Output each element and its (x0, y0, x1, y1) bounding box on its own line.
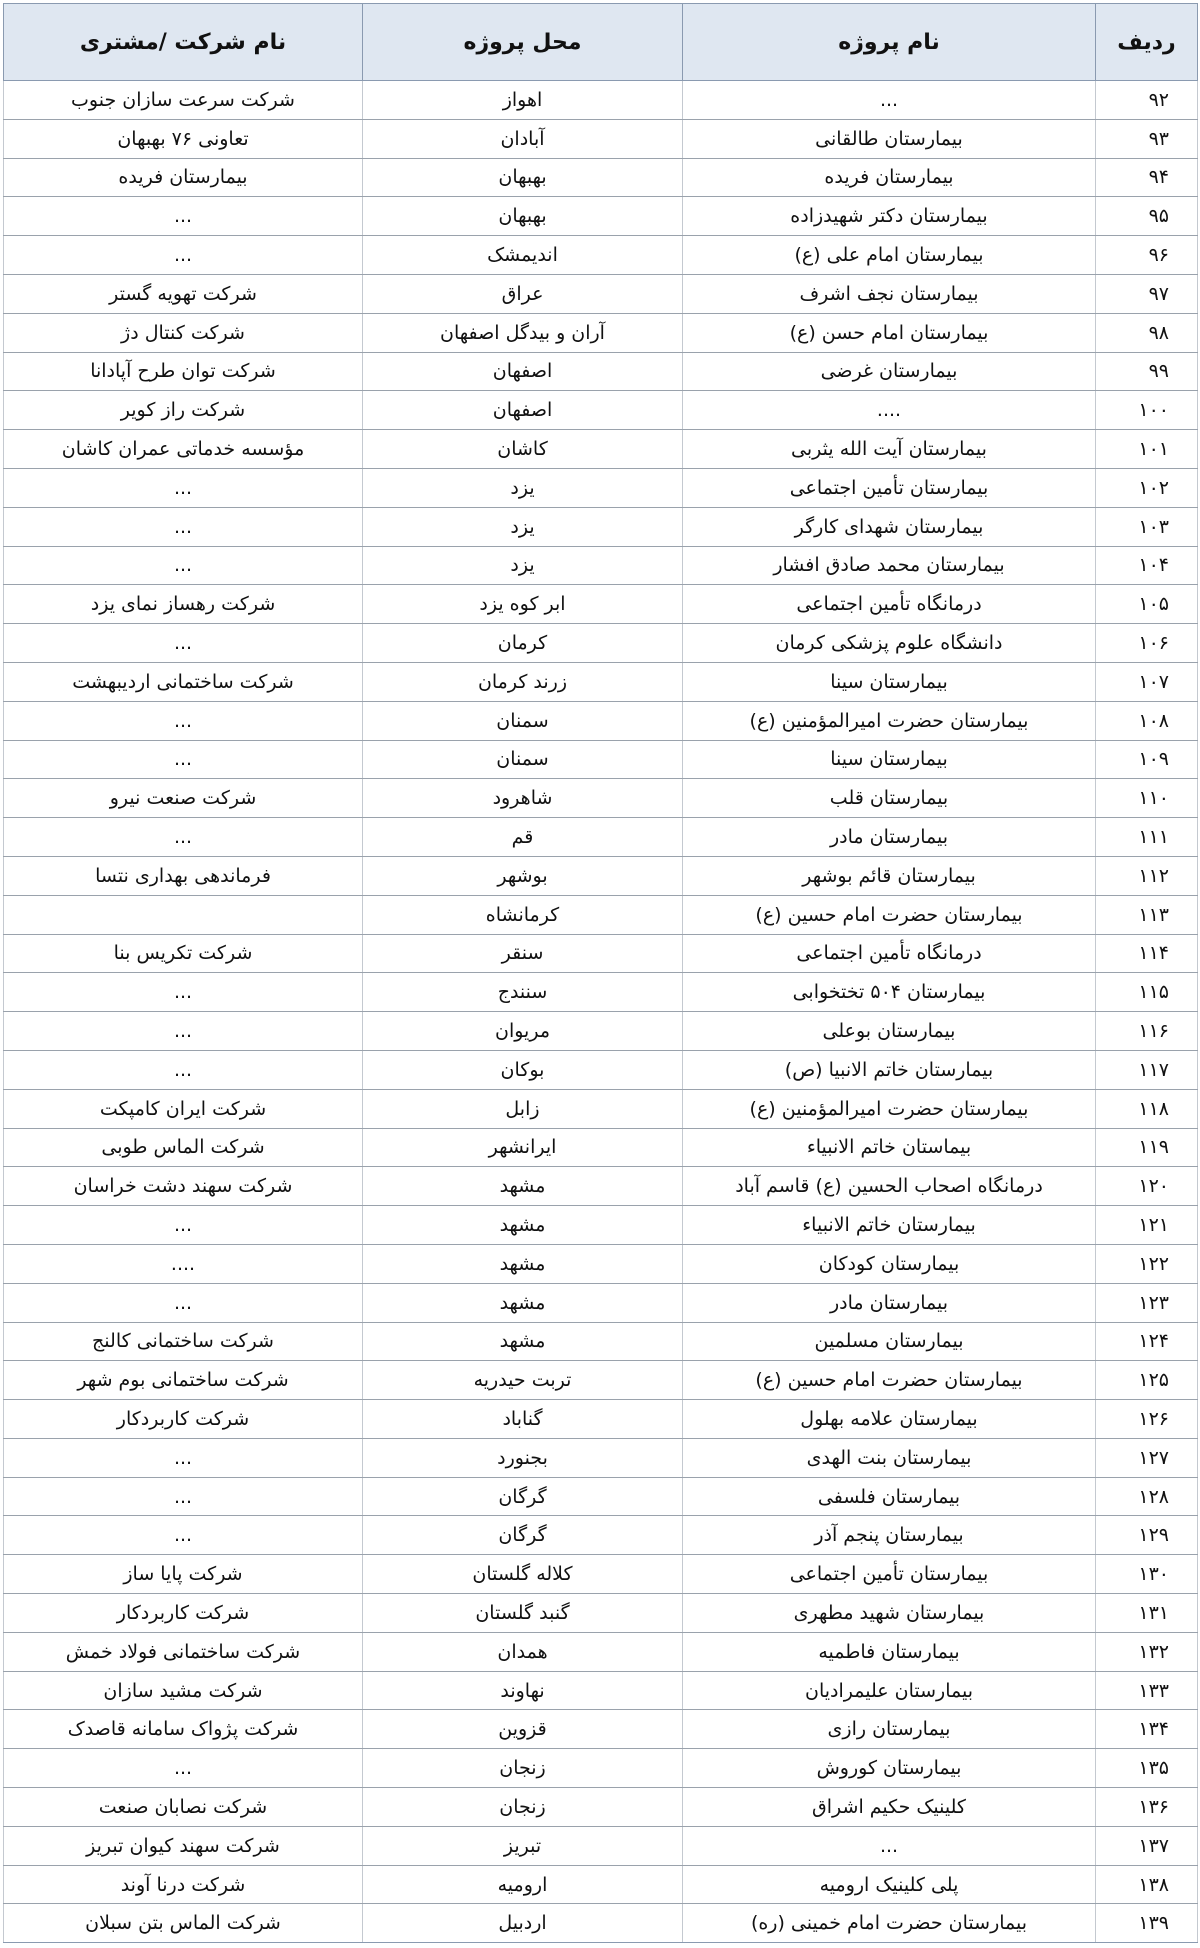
cell-project-location: یزد (363, 468, 683, 507)
cell-project-location: ارومیه (363, 1865, 683, 1904)
cell-row-number: ۱۲۰ (1096, 1167, 1198, 1206)
table-row (4, 507, 1198, 546)
cell-client-name: ... (4, 818, 363, 857)
cell-project-location: سمنان (363, 740, 683, 779)
cell-row-number: ۱۱۱ (1096, 818, 1198, 857)
cell-project-location: بوکان (363, 1050, 683, 1089)
cell-project-location: بهبهان (363, 158, 683, 197)
header-project-location: محل پروژه (363, 4, 683, 81)
cell-row-number: ۱۳۳ (1096, 1671, 1198, 1710)
cell-project-name: بیمارستان فاطمیه (683, 1632, 1096, 1671)
cell-row-number: ۱۱۸ (1096, 1089, 1198, 1128)
cell-row-number: ۱۲۳ (1096, 1283, 1198, 1322)
cell-client-name: ... (4, 546, 363, 585)
cell-project-name: بیمارستان پنجم آذر (683, 1516, 1096, 1555)
cell-client-name: ... (4, 1206, 363, 1245)
cell-row-number: ۱۳۶ (1096, 1788, 1198, 1827)
cell-project-location: قزوین (363, 1710, 683, 1749)
cell-project-name: بیمارستان فریده (683, 158, 1096, 197)
cell-client-name: بیمارستان فریده (4, 158, 363, 197)
cell-project-location: یزد (363, 507, 683, 546)
table-row (4, 119, 1198, 158)
table-row (4, 856, 1198, 895)
header-project-name: نام پروژه (683, 4, 1096, 81)
cell-project-location: بوشهر (363, 856, 683, 895)
cell-project-location: ایرانشهر (363, 1128, 683, 1167)
table-row (4, 1516, 1198, 1555)
table-row (4, 1012, 1198, 1051)
cell-client-name: شرکت سرعت سازان جنوب (4, 81, 363, 120)
cell-row-number: ۱۰۶ (1096, 624, 1198, 663)
cell-client-name: ... (4, 1749, 363, 1788)
cell-client-name: شرکت الماس بتن سبلان (4, 1904, 363, 1943)
cell-row-number: ۱۲۸ (1096, 1477, 1198, 1516)
cell-client-name: شرکت درنا آوند (4, 1865, 363, 1904)
cell-project-name: .... (683, 391, 1096, 430)
cell-client-name: شرکت کنتال دژ (4, 313, 363, 352)
cell-project-name: بیمارستان ۵۰۴ تختخوابی (683, 973, 1096, 1012)
cell-project-location: همدان (363, 1632, 683, 1671)
cell-row-number: ۱۱۴ (1096, 934, 1198, 973)
cell-project-name: بیمارستان طالقانی (683, 119, 1096, 158)
cell-project-name: بیمارستان قلب (683, 779, 1096, 818)
cell-client-name: شرکت کاربردکار (4, 1400, 363, 1439)
cell-project-location: مشهد (363, 1283, 683, 1322)
cell-project-name: بیمارستان بنت الهدی (683, 1438, 1096, 1477)
cell-client-name: شرکت ساختمانی فولاد خمش (4, 1632, 363, 1671)
cell-project-name: بیمارستان امام حسن (ع) (683, 313, 1096, 352)
cell-project-name: بیمارستان نجف اشرف (683, 274, 1096, 313)
table-row (4, 1322, 1198, 1361)
table-row (4, 1050, 1198, 1089)
cell-project-location: نهاوند (363, 1671, 683, 1710)
cell-client-name (4, 895, 363, 934)
cell-client-name: شرکت پایا ساز (4, 1555, 363, 1594)
cell-project-location: آبادان (363, 119, 683, 158)
cell-project-name: بیمارستان خاتم الانبیاء (683, 1206, 1096, 1245)
cell-client-name: شرکت ساختمانی اردیبهشت (4, 662, 363, 701)
table-row (4, 1400, 1198, 1439)
cell-project-name: بیمارستان مسلمین (683, 1322, 1096, 1361)
cell-project-name: بیمارستان علامه بهلول (683, 1400, 1096, 1439)
table-row (4, 1710, 1198, 1749)
cell-client-name: شرکت الماس طوبی (4, 1128, 363, 1167)
table-row (4, 158, 1198, 197)
cell-client-name: شرکت تهویه گستر (4, 274, 363, 313)
cell-client-name: شرکت راز کویر (4, 391, 363, 430)
cell-client-name: ... (4, 1050, 363, 1089)
cell-client-name: شرکت سهند دشت خراسان (4, 1167, 363, 1206)
cell-project-name: بیمارستان حضرت امیرالمؤمنین (ع) (683, 1089, 1096, 1128)
cell-project-location: زنجان (363, 1749, 683, 1788)
table-row (4, 624, 1198, 663)
cell-project-name: بیمارستان دکتر شهیدزاده (683, 197, 1096, 236)
cell-client-name: ... (4, 1477, 363, 1516)
table-row (4, 585, 1198, 624)
cell-project-name: بیمارستان بوعلی (683, 1012, 1096, 1051)
cell-project-name: بیمارستان حضرت امیرالمؤمنین (ع) (683, 701, 1096, 740)
cell-project-location: اصفهان (363, 391, 683, 430)
cell-client-name: ... (4, 1012, 363, 1051)
cell-project-name: بیمارستان محمد صادق افشار (683, 546, 1096, 585)
cell-row-number: ۹۲ (1096, 81, 1198, 120)
cell-client-name: ... (4, 1438, 363, 1477)
cell-client-name: شرکت مشید سازان (4, 1671, 363, 1710)
cell-project-location: گرگان (363, 1477, 683, 1516)
cell-client-name: ... (4, 973, 363, 1012)
cell-row-number: ۹۶ (1096, 236, 1198, 275)
table-row (4, 546, 1198, 585)
cell-client-name: ... (4, 701, 363, 740)
cell-project-name: بیمارستان حضرت امام حسین (ع) (683, 895, 1096, 934)
table-row (4, 740, 1198, 779)
cell-project-name: بیمارستان مادر (683, 1283, 1096, 1322)
cell-client-name: شرکت پژواک سامانه قاصدک (4, 1710, 363, 1749)
table-row (4, 973, 1198, 1012)
table-row (4, 1089, 1198, 1128)
table-row (4, 779, 1198, 818)
cell-client-name: ... (4, 1516, 363, 1555)
cell-row-number: ۱۱۳ (1096, 895, 1198, 934)
cell-project-location: قم (363, 818, 683, 857)
cell-row-number: ۱۱۷ (1096, 1050, 1198, 1089)
cell-project-location: کاشان (363, 430, 683, 469)
cell-client-name: ... (4, 740, 363, 779)
cell-row-number: ۱۰۴ (1096, 546, 1198, 585)
cell-project-location: سنقر (363, 934, 683, 973)
cell-client-name: فرماندهی بهداری نتسا (4, 856, 363, 895)
cell-project-location: اردبیل (363, 1904, 683, 1943)
cell-row-number: ۱۳۰ (1096, 1555, 1198, 1594)
cell-project-location: کلاله گلستان (363, 1555, 683, 1594)
table-row (4, 1594, 1198, 1633)
cell-row-number: ۱۰۲ (1096, 468, 1198, 507)
cell-project-location: سمنان (363, 701, 683, 740)
table-row (4, 701, 1198, 740)
cell-project-name: کلینیک حکیم اشراق (683, 1788, 1096, 1827)
cell-row-number: ۱۳۱ (1096, 1594, 1198, 1633)
cell-project-name: بیمارستان سینا (683, 662, 1096, 701)
cell-row-number: ۹۵ (1096, 197, 1198, 236)
cell-client-name: شرکت ساختمانی کالنج (4, 1322, 363, 1361)
table-row (4, 1244, 1198, 1283)
cell-project-location: مشهد (363, 1167, 683, 1206)
cell-client-name: .... (4, 1244, 363, 1283)
table-row (4, 197, 1198, 236)
cell-client-name: ... (4, 468, 363, 507)
cell-client-name: مؤسسه خدماتی عمران کاشان (4, 430, 363, 469)
cell-project-location: بجنورد (363, 1438, 683, 1477)
cell-row-number: ۱۲۱ (1096, 1206, 1198, 1245)
table-row (4, 1826, 1198, 1865)
cell-project-name: بیمارستان حضرت امام خمینی (ره) (683, 1904, 1096, 1943)
cell-row-number: ۱۳۴ (1096, 1710, 1198, 1749)
cell-row-number: ۱۰۳ (1096, 507, 1198, 546)
table-row (4, 430, 1198, 469)
cell-client-name: شرکت نصابان صنعت (4, 1788, 363, 1827)
cell-project-name: بیمارستان سینا (683, 740, 1096, 779)
cell-client-name: شرکت سهند کیوان تبریز (4, 1826, 363, 1865)
cell-row-number: ۱۳۸ (1096, 1865, 1198, 1904)
cell-project-name: بیمارستان تأمین اجتماعی (683, 1555, 1096, 1594)
cell-project-name: بیمارستان تأمین اجتماعی (683, 468, 1096, 507)
cell-client-name: ... (4, 236, 363, 275)
cell-client-name: ... (4, 1283, 363, 1322)
cell-row-number: ۱۲۲ (1096, 1244, 1198, 1283)
cell-row-number: ۹۴ (1096, 158, 1198, 197)
cell-project-name: درمانگاه تأمین اجتماعی (683, 934, 1096, 973)
cell-client-name: تعاونی ۷۶ بهبهان (4, 119, 363, 158)
cell-project-location: سنندج (363, 973, 683, 1012)
cell-client-name: شرکت تکریس بنا (4, 934, 363, 973)
cell-project-name: بیمارستان کوروش (683, 1749, 1096, 1788)
cell-project-location: گناباد (363, 1400, 683, 1439)
table-row (4, 1128, 1198, 1167)
cell-project-location: ابر کوه یزد (363, 585, 683, 624)
table-body (4, 81, 1198, 1943)
cell-project-location: گرگان (363, 1516, 683, 1555)
cell-project-name: بیمارستان خاتم الانبیا (ص) (683, 1050, 1096, 1089)
cell-row-number: ۱۲۵ (1096, 1361, 1198, 1400)
cell-row-number: ۱۰۱ (1096, 430, 1198, 469)
cell-project-location: اهواز (363, 81, 683, 120)
cell-row-number: ۱۰۰ (1096, 391, 1198, 430)
cell-project-name: بیمارستان غرضی (683, 352, 1096, 391)
table-row (4, 662, 1198, 701)
cell-project-location: کرمان (363, 624, 683, 663)
cell-client-name: شرکت رهساز نمای یزد (4, 585, 363, 624)
cell-project-location: آران و بیدگل اصفهان (363, 313, 683, 352)
cell-project-name: ... (683, 1826, 1096, 1865)
header-client-name: نام شرکت /مشتری (4, 4, 363, 81)
cell-project-location: بهبهان (363, 197, 683, 236)
cell-project-name: بیمارستان علیمرادیان (683, 1671, 1096, 1710)
cell-project-name: بیمارستان رازی (683, 1710, 1096, 1749)
cell-row-number: ۱۱۶ (1096, 1012, 1198, 1051)
cell-row-number: ۱۳۲ (1096, 1632, 1198, 1671)
cell-row-number: ۱۰۷ (1096, 662, 1198, 701)
table-row (4, 1167, 1198, 1206)
cell-client-name: شرکت ایران کامپکت (4, 1089, 363, 1128)
cell-project-name: بیمارستان شهید مطهری (683, 1594, 1096, 1633)
cell-row-number: ۱۱۵ (1096, 973, 1198, 1012)
cell-row-number: ۱۲۶ (1096, 1400, 1198, 1439)
table-row (4, 1749, 1198, 1788)
cell-project-location: مریوان (363, 1012, 683, 1051)
table-row (4, 818, 1198, 857)
table-row (4, 1788, 1198, 1827)
cell-project-location: کرمانشاه (363, 895, 683, 934)
cell-client-name: ... (4, 507, 363, 546)
table-row (4, 1206, 1198, 1245)
cell-row-number: ۹۳ (1096, 119, 1198, 158)
table-header (4, 4, 1198, 81)
table-row (4, 895, 1198, 934)
cell-project-name: بیماستان خاتم الانبیاء (683, 1128, 1096, 1167)
cell-row-number: ۱۱۹ (1096, 1128, 1198, 1167)
table-row (4, 468, 1198, 507)
cell-row-number: ۱۳۹ (1096, 1904, 1198, 1943)
cell-project-location: تبریز (363, 1826, 683, 1865)
cell-project-name: بیمارستان حضرت امام حسین (ع) (683, 1361, 1096, 1400)
cell-project-name: درمانگاه تأمین اجتماعی (683, 585, 1096, 624)
cell-project-name: بیمارستان آیت الله یثربی (683, 430, 1096, 469)
cell-row-number: ۱۱۰ (1096, 779, 1198, 818)
table-row (4, 236, 1198, 275)
cell-project-location: شاهرود (363, 779, 683, 818)
table-row (4, 934, 1198, 973)
table-row (4, 1865, 1198, 1904)
cell-row-number: ۱۰۸ (1096, 701, 1198, 740)
cell-project-location: اندیمشک (363, 236, 683, 275)
cell-project-name: بیمارستان شهدای کارگر (683, 507, 1096, 546)
cell-row-number: ۹۸ (1096, 313, 1198, 352)
cell-project-name: بیمارستان امام علی (ع) (683, 236, 1096, 275)
table-row (4, 1555, 1198, 1594)
table-row (4, 274, 1198, 313)
cell-project-name: بیمارستان مادر (683, 818, 1096, 857)
cell-client-name: شرکت کاربردکار (4, 1594, 363, 1633)
cell-row-number: ۱۲۹ (1096, 1516, 1198, 1555)
cell-row-number: ۱۰۵ (1096, 585, 1198, 624)
cell-project-location: زابل (363, 1089, 683, 1128)
cell-project-location: مشهد (363, 1206, 683, 1245)
cell-row-number: ۱۱۲ (1096, 856, 1198, 895)
cell-row-number: ۱۳۷ (1096, 1826, 1198, 1865)
cell-client-name: شرکت صنعت نیرو (4, 779, 363, 818)
cell-project-name: درمانگاه اصحاب الحسین (ع) قاسم آباد (683, 1167, 1096, 1206)
cell-row-number: ۱۳۵ (1096, 1749, 1198, 1788)
table-row (4, 81, 1198, 120)
header-row-number: ردیف (1096, 4, 1198, 81)
cell-client-name: شرکت توان طرح آپادانا (4, 352, 363, 391)
cell-row-number: ۹۹ (1096, 352, 1198, 391)
table-row (4, 313, 1198, 352)
table-row (4, 391, 1198, 430)
cell-project-location: مشهد (363, 1244, 683, 1283)
header-row (4, 4, 1198, 81)
cell-project-name: بیمارستان کودکان (683, 1244, 1096, 1283)
table-row (4, 1632, 1198, 1671)
cell-row-number: ۱۰۹ (1096, 740, 1198, 779)
cell-project-location: گنبد گلستان (363, 1594, 683, 1633)
table-row (4, 352, 1198, 391)
cell-project-name: ... (683, 81, 1096, 120)
cell-client-name: شرکت ساختمانی بوم شهر (4, 1361, 363, 1400)
cell-row-number: ۱۲۷ (1096, 1438, 1198, 1477)
table-row (4, 1904, 1198, 1943)
cell-project-location: مشهد (363, 1322, 683, 1361)
table-row (4, 1283, 1198, 1322)
cell-project-name: بیمارستان قائم بوشهر (683, 856, 1096, 895)
cell-client-name: ... (4, 624, 363, 663)
cell-project-location: تربت حیدریه (363, 1361, 683, 1400)
cell-row-number: ۱۲۴ (1096, 1322, 1198, 1361)
table-row (4, 1361, 1198, 1400)
cell-project-location: زرند کرمان (363, 662, 683, 701)
cell-project-name: پلی کلینیک ارومیه (683, 1865, 1096, 1904)
cell-project-name: دانشگاه علوم پزشکی کرمان (683, 624, 1096, 663)
table-row (4, 1477, 1198, 1516)
table-row (4, 1438, 1198, 1477)
cell-project-location: یزد (363, 546, 683, 585)
table-row (4, 1671, 1198, 1710)
cell-project-location: عراق (363, 274, 683, 313)
cell-project-name: بیمارستان فلسفی (683, 1477, 1096, 1516)
cell-project-location: اصفهان (363, 352, 683, 391)
cell-row-number: ۹۷ (1096, 274, 1198, 313)
projects-table (3, 3, 1198, 1943)
cell-client-name: ... (4, 197, 363, 236)
cell-project-location: زنجان (363, 1788, 683, 1827)
